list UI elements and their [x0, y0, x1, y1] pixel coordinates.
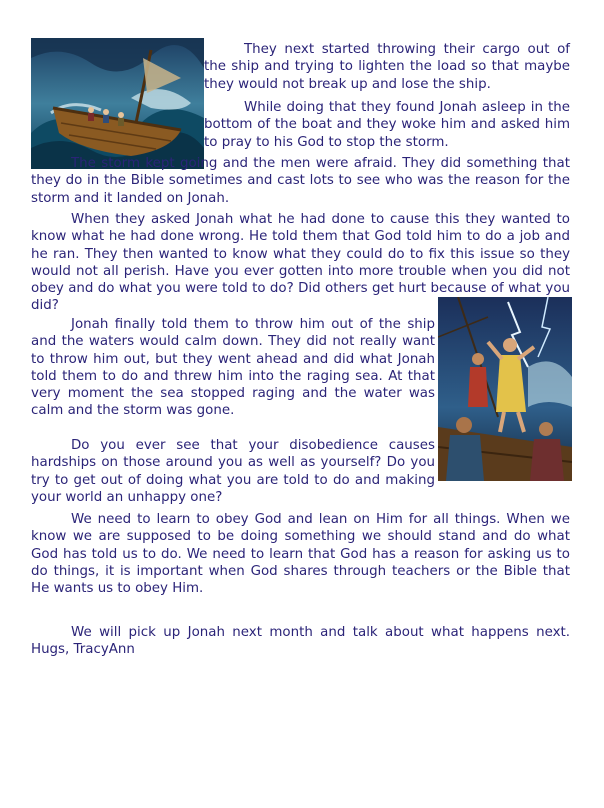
jonah-thrown-overboard-illustration	[438, 297, 572, 481]
paragraph-cargo: They next started throwing their cargo out of the ship and trying to lighten the load so that maybe they would not break up and lose the ship.	[204, 42, 570, 92]
paragraph-thrown-out: Jonah finally told them to throw him out of the ship and the waters would calm down. They did not really want to throw him out, but they went ahead and did what Jonah told them to do and threw him into the raging sea. At that very moment the sea stopped raging and the water was calm and the storm was gone.	[31, 317, 435, 419]
paragraph-disobedience: Do you ever see that your disobedience causes hardships on those around you as well as yourself? Do you try to get out of doing what you are told to do and making your world an unhappy one?	[31, 438, 435, 505]
paragraph-jonah-asleep: While doing that they found Jonah asleep in the bottom of the boat and they woke him and asked him to pray to his God to stop the storm.	[204, 100, 570, 150]
paragraph-closing: We will pick up Jonah next month and talk about what happens next. Hugs, TracyAnn	[31, 625, 570, 658]
paragraph-cast-lots: The storm kept going and the men were afraid. They did something that they do in the Bible sometimes and cast lots to see who was the reason for the storm and it landed on Jonah.	[31, 156, 570, 206]
paragraph-obey-god: We need to learn to obey God and lean on Him for all things. When we know we are supposed to be doing something we should stand and do what God has told us to do. We need to learn that God has a reason for asking us to do things, it is important when God shares through teachers or the Bible that He wants us to obey Him.	[31, 512, 570, 597]
paragraph-what-done: When they asked Jonah what he had done to cause this they wanted to know what he had done wrong. He told them that God told him to do a job and he ran. They then wanted to know what they could do to fix this issue so they would not all perish. Have you ever gotten into more trouble when you did not obey and do what you were told to do? Did others get hurt because of what you did?	[31, 212, 570, 314]
ship-in-storm-illustration	[31, 38, 204, 169]
